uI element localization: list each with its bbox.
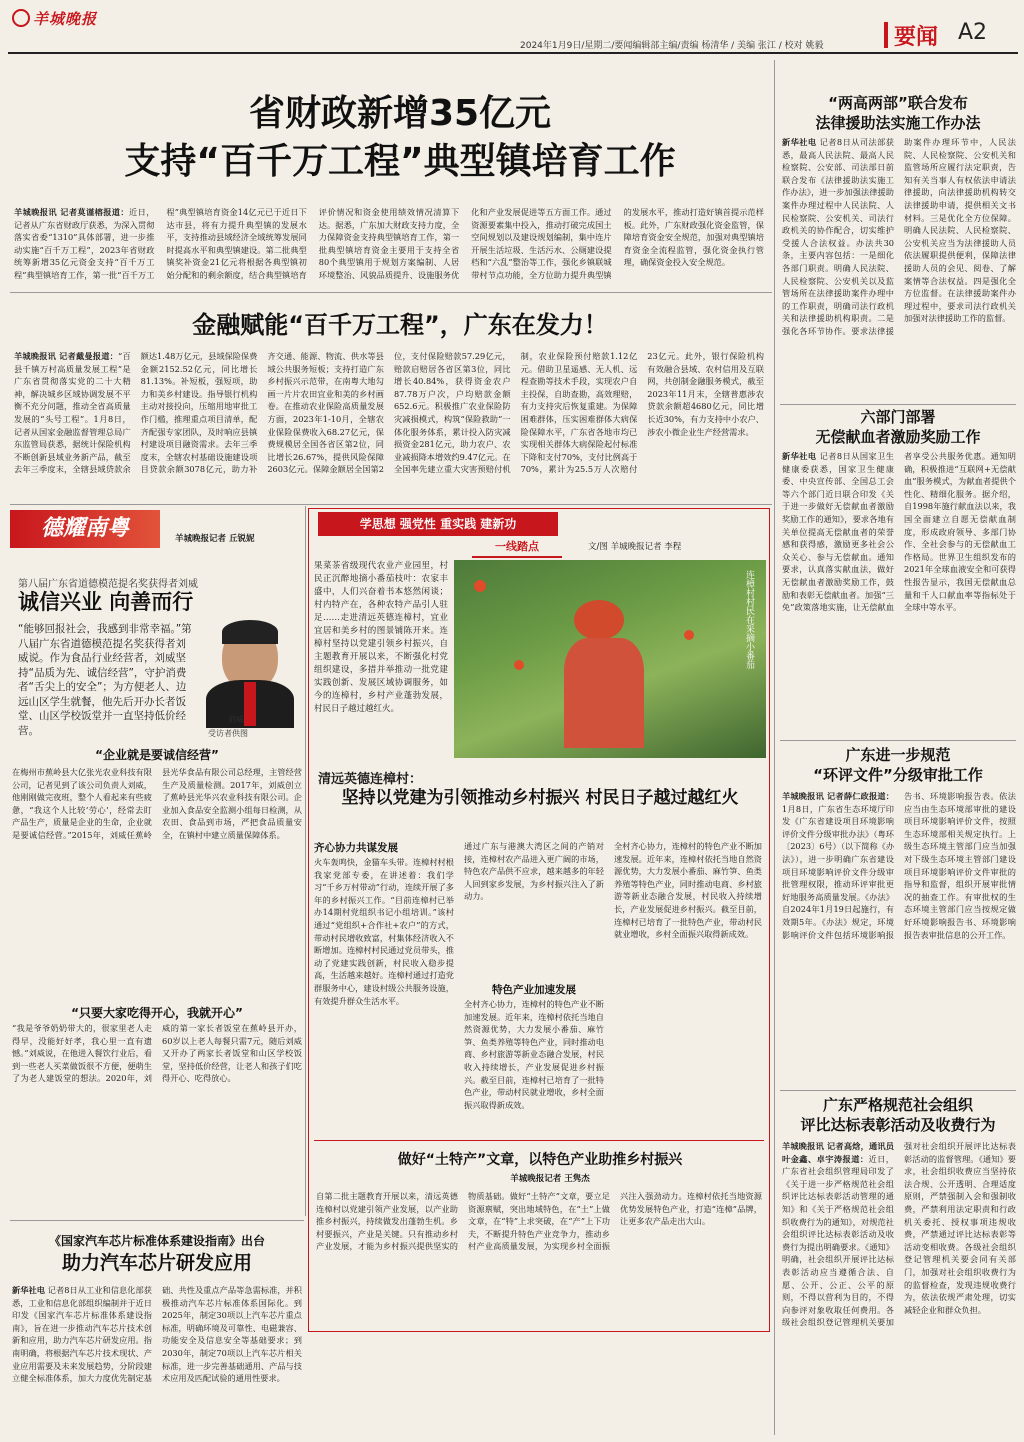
- tuchanpin-byline: 羊城晚报记者 王隽杰: [510, 1174, 590, 1184]
- chip-article: [12, 1284, 302, 1436]
- divider: [780, 740, 1016, 741]
- virtue-article-1: 在梅州市蕉岭县大亿张光农业科技有限公司，记者见到了该公司负责人刘威，他刚刚做完夜班，整个人看起来有些疲惫，“我这个人比较‘劳心’，经常去盯产品生产，质量是企业的生命，企业就是要诚信经营。”2015年，刘威任蕉岭县光华食品有限公司总经理，主管经营生产及质量检测。2017年，刘威创立了蕉岭县光华兴农业科技有限公司。企业加入食品安全监测小组每日检测，从农田、食品到市场，严把食品质量安全，在镇村中建立质量保障体系。: [12, 767, 302, 840]
- virtue-title: 诚信兴业 向善而行: [18, 590, 194, 614]
- village-subhead-2: 特色产业加速发展: [492, 984, 576, 996]
- tuchanpin-article: 自第二批主题教育开展以来，清远英德连樟村以党建引领产业发展，以产业助推乡村振兴，持续做发出蓬勃生机。乡村要振兴，产业是关键。只有推动乡村产业发展，才能为乡村振兴提供坚实的物质基础。做好“土特产”文章，要立足资源禀赋，突出地域特色，在“土”上做文章，在“特”上求突破，在“产”上下功夫，不断提升特色产业竞争力，推动乡村产业高质量发展，为实现乡村全面振兴注入强劲动力。连樟村依托当地资源优势发展特色产业，打造“连樟”品牌，让更多农产品走出大山。: [316, 1191, 762, 1252]
- finance-text: “百县千镇万村高质量发展工程”是广东省贯彻落实党的二十大精神，解决城乡区域协调发展不平衡不充分问题，推动全省高质量发展的“头号工程”。1月8日，记者从国家金融监督管理总局广东监管局获悉，据统计保险机构不断创新县域业务新产品，截至去年三季度末，全辖县域贷款余额达1.48万亿元，县域保险保费金额2152.52亿元，同比增长81.13%。补短板，强短项，助力和美乡村建设。指导银行机构主动对接投向，压缩用地审批工作门槛，推理重点项目清单，配齐配强专家团队，及时响应县镇村建设项目融资需求。去年三季度末，全辖农村基础设施建设项目贷款余额3078亿元，助力补齐交通、能源、物流、供水等县域公共服务短板；支持打造广东乡村振兴示范带，在南粤大地勾画一片片农田宜业和美的乡村画卷。在推动农业保险高质量发展方面，2023年1-10月，全辖农业保险保费收入68.27亿元，保费规模居全国各省区第2位，同比增长26.67%，提供风险保障2603亿元。保障金额居全国第2位，支付保险赔款57.29亿元，赔款启赔居各省区第3位，同比增长40.84%，获得资金农户87.78万户次，户均赔款金额652.6元。积极推广农业保险防灾减损模式，构筑“保险救助”一体化服务体系，累计投入防灾减损资金281亿元，助力农户、农业减损降本增效约9.47亿元。在全国率先建立重大灾害预赔付机制，农业保险预付赔款1.12亿元。借助卫星遥感、无人机、远程查勘等技术手段，实现农户自主投保，自助查勘，高效理赔，有力支持灾后恢复重建。为保障困难群体，压实困难群体大病保险保障水平，广东省各地市均已实现相关群体大病保险起付标准下降和支付70%，支付比例高于70%，累计为25.5万人次赔付23亿元。此外，银行保险机构有效融合县域、农村信用及互联网，共创制金融服务模式，截至2023年11月末，全辖普惠涉农贷款余额超4680亿元，同比增长近30%，有力支持中小农户、涉农小微企业生产经营需求。: [14, 351, 764, 475]
- village-byline: 文/图 羊城晚报记者 李程: [588, 542, 682, 552]
- social-headline-2: 评比达标表彰活动及收费行为: [800, 1116, 996, 1134]
- village-headline: 坚持以党建为引领推动乡村振兴 村民日子越过越红火: [341, 788, 739, 808]
- study-banner: 学思想 强党性 重实践 建新功: [318, 512, 558, 536]
- village-article-3: 全村齐心协力，连樟村的特色产业不断加速发展。近年来，连樟村依托当地自然资源优势，大力发展小番茄、麻竹笋、鱼类养殖等特色产业，同时推动电商、乡村旅游等新业态融合发展，村民收入持续增长，产业发展促进乡村振兴。截至目前，连樟村已培育了一批特色产业，带动村民就业增收，乡村全面振兴取得新成效。: [614, 841, 762, 940]
- lead-text: 近日，记者从广东省财政厅获悉，为深入贯彻落实省委“1310”具体部署，进一步推动实施“百千万工程”，2023年省财政统筹新增35亿元资金支持“百千万工程”典型镇培育工作，第一批“百千万工程”典型镇培育资金14亿元已于近日下达市县，将有力提升典型镇的发展水平，支持推动县域经济全域统筹发展同时提高水平和典型镇建设。第二批典型镇奖补资金21亿元将根据各典型镇初始分配和的剩余额度，结合典型镇培育评价情况和资金使用绩效情况清算下达。据悉，广东加大财政支持力度，全力保障资金支持典型镇培育工作，第一批典型镇培育资金主要用于支持全省80个典型镇用于规划方案编制、人居环境整治、风貌品质提升、设施服务优化和产业发展促进等五方面工作。通过资源要素集中投入，推动打破完成国土空间规划以及建设规划编制，集中连片开展生活垃圾、生活污水、公厕建设提档和“六乱”整治等工作，强化乡镇联城带村节点功能，全方位助力提升典型镇的发展水平，推动打造好镇首提示范样板。此外，广东财政强化资金监管，保障培育资金安全规范，加强对典型镇培育资金全流程监管，强化资金执行管理，确保资金投入安全规范。: [14, 207, 764, 280]
- eia-headline-1: 广东进一步规范: [845, 746, 951, 764]
- page-number: A2: [958, 20, 988, 45]
- column-rule: [774, 60, 775, 1435]
- eia-headline-2: “环评文件”分级审批工作: [813, 766, 983, 784]
- section-label: [884, 20, 1016, 52]
- eia-byline: 羊城晚报讯 记者薛仁政报道：: [782, 791, 894, 801]
- finance-byline: 羊城晚报讯 记者戴曼报道：: [14, 351, 119, 361]
- chip-byline: 新华社电: [12, 1285, 46, 1295]
- eia-article: [782, 790, 1016, 1084]
- virtue-byline: 羊城晚报记者 丘锐妮: [175, 534, 255, 544]
- photo-headscarf: [574, 600, 624, 640]
- virtue-award: 第八届广东省道德模范提名奖获得者刘威: [18, 579, 198, 590]
- virtue-banner: 德耀南粤: [10, 510, 160, 548]
- village-kicker: 清远英德连樟村：: [318, 772, 423, 787]
- lead-byline: 羊城晚报讯 记者莫谨榕报道：: [14, 207, 129, 217]
- portrait-hair: [222, 620, 278, 644]
- dateline: 2024年1月9日/星期二/要闻编辑部主编/责编 杨清华 / 美编 张江 / 校对 姚毅: [520, 41, 824, 51]
- divider: [314, 1140, 764, 1141]
- finance-headline: 金融赋能“百千万工程”，广东在发力！: [192, 311, 608, 339]
- chip-kicker: 《国家汽车芯片标准体系建设指南》出台: [48, 1234, 265, 1248]
- virtue-subhead-1: “企业就是要诚信经营”: [95, 748, 219, 762]
- divider: [780, 1090, 1016, 1091]
- eia-text: 1月8日，广东省生态环境厅印发《广东省建设项目环境影响评价文件分级审批办法》（粤环〔2023〕6号）（以下简称《办法》），进一步明确广东省建设项目环境影响评价文件分级审批管理权限，推动环评审批更好地服务高质量发展。《办法》自2024年1月19日起施行，有效期5年。《办法》规定，环境影响评价文件包括环境影响报告书、环境影响报告表。依法应当由生态环境部审批的建设项目环境影响评价文件，按照生态环境部相关规定执行。上级生态环境主管部门应当加强对下级生态环境主管部门建设项目环境影响评价文件审批的指导和监督，组织开展审批情况的抽查工作。有审批权的生态环境主管部门应当按规定做好环境影响报告书、环境影响报告表审批信息的公开工作。: [782, 791, 1016, 940]
- social-text: 近日，广东省社会组织管理局印发了《关于进一步严格规范社会组织评比达标表彰活动管理的通知》和《关于严格规范社会组织收费行为的通知》，对规范社会组织评比达标表彰活动及收费行为提出明确要求。《通知》明确，社会组织开展评比达标表彰活动应当遵循合法、自愿、公开、公正、公平的原则，不得以营利为目的，不得向参评对象收取任何费用。各级社会组织登记管理机关要加强对社会组织开展评比达标表彰活动的监督管理。《通知》要求，社会组织收费应当坚持依法合规、公开透明、合理适度原则，严禁强制入会和强制收费，严禁利用法定职责和行政机关委托、授权事项违规收费，严禁通过评比达标表彰等活动变相收费。各级社会组织登记管理机关要会同有关部门，加强对社会组织收费行为的监督检查，发现违规收费行为，依法依规严肃处理，切实减轻企业和群众负担。: [782, 1141, 1016, 1328]
- lianghu-headline-2: 法律援助法实施工作办法: [815, 114, 981, 132]
- section-bar: [884, 22, 888, 48]
- village-photo: [454, 560, 766, 758]
- donor-byline: 新华社电: [782, 451, 817, 461]
- chip-text: 记者8日从工业和信息化部获悉，工业和信息化部组织编制并于近日印发《国家汽车芯片标准体系建设指南》，旨在进一步推动汽车芯片技术创新和应用，助力汽车芯片研发应用。指南明确，将根据汽车芯片技术现状、产业应用需要及未来发展趋势，分阶段建立健全标准体系，加大力度优先制定基础、共性及重点产品等急需标准，并积极推动汽车芯片标准体系国际化。到2025年，制定30项以上汽车芯片重点标准，明确环境及可靠性、电磁兼容、功能安全及信息安全等基础要求；到2030年，制定70项以上汽车芯片相关标准，进一步完善基础通用、产品与技术应用及匹配试验的通用性要求。: [12, 1285, 302, 1384]
- top-rule: [8, 52, 1018, 54]
- virtue-quote: “能够回报社会，我感到非常幸福。”第八届广东省道德模范提名奖获得者刘威说。作为食品行业经营者，刘威坚持“品质为先、诚信经营”，守护消费者“舌尖上的安全”；为方便老人、边远山区学生就餐，他先后开办长者饭堂、山区学校饭堂并一直坚持低价经营。: [18, 623, 192, 737]
- logo-icon: [12, 9, 30, 27]
- village-article-1: 火车轰鸣快，金猫车头带。连樟村村根我家党部专委，在讲述着：我们学习“千乡万村带动”行动，连续开展了多年的乡村振兴工作。“目前连樟村已举办14期村党组织书记小组培训。”该村通过“党组织+合作社+农户”的方式，带动村民增收致富，村集体经济收入不断增加。连樟村村民通过党员带头，推动了党建实践创新，村民收入稳步提高，生活越来越好。连樟村通过打造党群服务中心，建设村级公共服务设施，有效提升群众生活水平。: [314, 857, 454, 1006]
- tuchanpin-headline: 做好“土特产”文章，以特色产业助推乡村振兴: [397, 1152, 683, 1168]
- photo-tomato: [474, 580, 486, 592]
- donor-text: 记者8日从国家卫生健康委获悉，国家卫生健康委、中央宣传部、全国总工会等六个部门近日联合印发《关于进一步做好无偿献血者激励奖励工作的通知》，要求各地有关单位提高无偿献血者的荣誉感和获得感，激励更多社会公众关心、参与无偿献血。通知要求，认真落实献血法，做好无偿献血者激励奖励工作，鼓励和表彰无偿献血者。加强“三免”政策落地实施，让无偿献血者享受公共服务优惠。通知明确，积极推进“互联网+无偿献血”服务模式，为献血者提供个性化、精细化服务。据介绍，自1998年施行献血法以来，我国全面建立自愿无偿献血制度，形成政府领导、多部门协作、全社会参与的无偿献血工作格局。世界卫生组织发布的2021年全球血液安全和可获得性报告显示，我国无偿献血总量和千人口献血率等指标处于全球中等水平。: [782, 451, 1016, 613]
- virtue-article-2: “我是爷爷奶奶带大的，很家里老人走得早，没能好好孝，我心里一直有遗憾。”刘威说，在他进入餐饮行业后，看到一些老人买菜做饭很不方便，便萌生了为老人建饭堂的想法。2020年，刘威的第一家长者饭堂在蕉岭县开办，60岁以上老人每餐只需7元，随后刘威又开办了两家长者饭堂和山区学校饭堂，坚持低价经营，让老人和孩子们吃得开心、吃得放心。: [12, 1023, 302, 1084]
- village-article-2: 全村齐心协力，连樟村的特色产业不断加速发展。近年来，连樟村依托当地自然资源优势，大力发展小番茄、麻竹笋、鱼类养殖等特色产业，同时推动电商、乡村旅游等新业态融合发展，村民收入持续增长，产业发展促进乡村振兴。截至目前，连樟村已培育了一批特色产业，带动村民就业增收，乡村全面振兴取得新成效。: [464, 999, 604, 1110]
- chip-headline: 助力汽车芯片研发应用: [61, 1252, 252, 1274]
- section-name: 要闻: [894, 25, 939, 50]
- village-subhead-1: 齐心协力共谋发展: [314, 842, 398, 854]
- lead-headline-2: 支持“百千万工程”典型镇培育工作: [124, 141, 676, 182]
- lianghu-text: 记者8日从司法部获悉，最高人民法院、最高人民检察院、公安部、司法部日前联合发布《法律援助法实施工作办法》，进一步加强法律援助案件办理过程中人民法院、人民检察院、公安机关、司法行政机关的协作配合，切实维护受援人合法权益。办法共30条，主要内容包括：一是细化各部门职责。明确人民法院、人民检察院、公安机关以及监管场所在法律援助案件办理中的工作职责，明确司法行政机关和法律援助机构职责。二是强化各环节协作。要求法律援助案件办理环节中，人民法院、人民检察院、公安机关和监管场所应履行法定职责，告知有关当事人有权依法申请法律援助，向法律援助机构转交法律援助申请，提供相关文书材料。三是优化全方位保障。明确人民法院、人民检察院、公安机关应当为法律援助人员依法履职提供便利，保障法律援助人员的会见、阅卷、了解案情等合法权益。四是强化全方位监督。在法律援助案件办理过程中，要求司法行政机关加强对法律援助工作的监督。: [782, 137, 1016, 336]
- lead-headline-1: 省财政新增35亿元: [248, 93, 552, 134]
- masthead: [0, 0, 1024, 51]
- social-byline: 羊城晚报讯 记者高焓，通讯员叶金鑫、卓宇涛报道：: [782, 1141, 894, 1164]
- village-tag: 一线踏点: [472, 538, 562, 558]
- photo-caption: 连樟村村民在采摘小番茄: [744, 570, 754, 669]
- divider: [10, 1220, 304, 1221]
- finance-article: [14, 350, 764, 498]
- lead-article: [14, 206, 764, 286]
- lianghu-headline-1: “两高两部”联合发布: [828, 94, 968, 112]
- donor-headline-2: 无偿献血者激励奖励工作: [815, 428, 981, 446]
- social-article: [782, 1140, 1016, 1436]
- portrait-caption: [228, 714, 244, 725]
- portrait-photo: [200, 620, 300, 720]
- village-article-1-cont: 通过广东与港澳大湾区之间的产销对接，连樟村农产品进入更广阔的市场，特色农产品供不应求，越来越多的年轻人回到家乡发展，为乡村振兴注入了新动力。: [464, 841, 604, 902]
- divider: [10, 292, 772, 293]
- social-headline-1: 广东严格规范社会组织: [822, 1096, 973, 1114]
- portrait-tie: [244, 682, 256, 726]
- virtue-banner-area: [10, 510, 300, 550]
- divider: [10, 504, 772, 505]
- lianghu-article: [782, 136, 1016, 394]
- lianghu-byline: 新华社电: [782, 137, 817, 147]
- photo-farmer: [564, 638, 644, 748]
- newspaper-logo: [12, 8, 97, 29]
- donor-headline-1: 六部门部署: [860, 408, 936, 426]
- divider: [780, 404, 1016, 405]
- logo-text: 羊城晚报: [33, 10, 98, 28]
- portrait-credit: 受访者供图: [208, 729, 248, 738]
- portrait-caption-name: 刘威: [228, 715, 244, 724]
- village-lead: 果菜茶省级现代农业产业园里，村民正沉醉地摘小番茄枝叶：农家丰盛中，人们兴奋着书本悠然闲谈；村内特产在，各种农特产品引人驻足……走进清远英德连樟村，宜业宜居和美乡村的图景铺陈开来。连樟村坚持以党建引领乡村振兴，自主题教育开展以来，不断强化村党组织建设，多措并举推动一批党建实践创新、发展区域协调服务，如今的连樟村，乡村产业蓬勃发展，村民日子越过越红火。: [314, 561, 448, 714]
- photo-tomato: [684, 630, 694, 640]
- virtue-subhead-2: “只要大家吃得开心，我就开心”: [71, 1006, 243, 1020]
- donor-article: [782, 450, 1016, 734]
- photo-tomato: [514, 660, 524, 670]
- column-rule: [305, 506, 306, 1216]
